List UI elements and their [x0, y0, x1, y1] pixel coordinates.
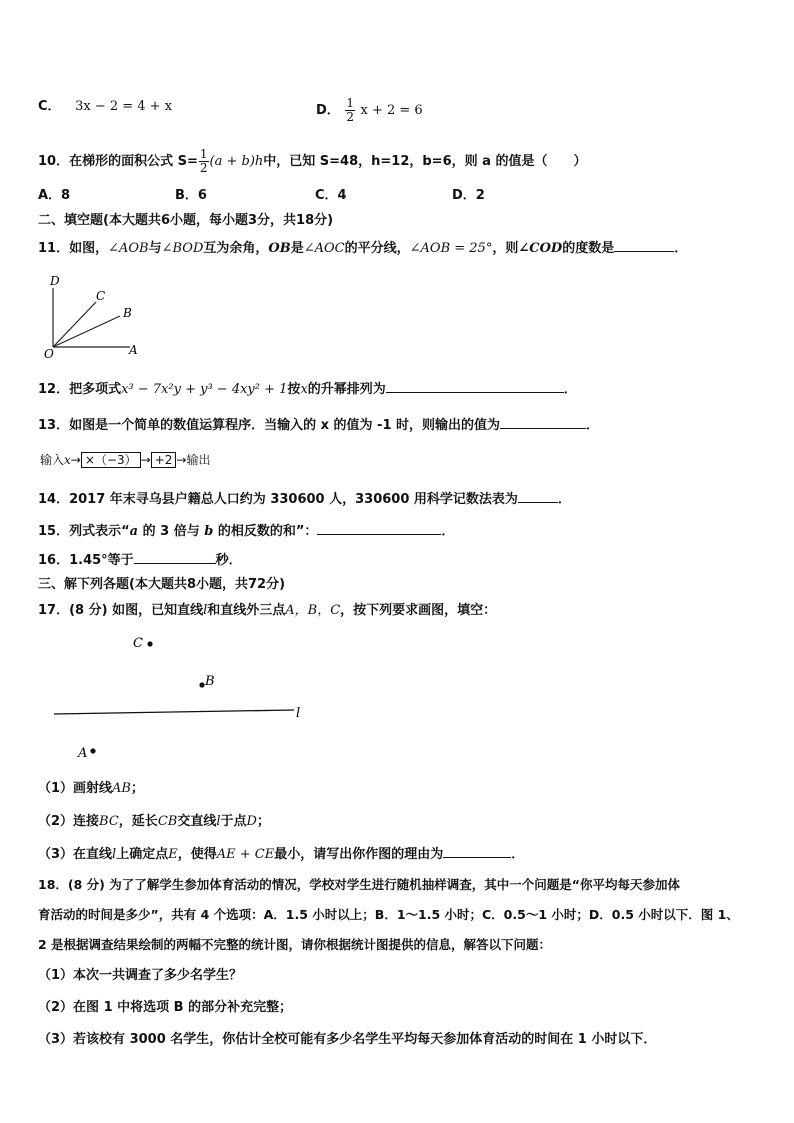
- flow-box-multiply: ×（−3）: [81, 452, 141, 468]
- point-b: [199, 682, 204, 687]
- label-c: C: [133, 636, 143, 651]
- q16-answer-blank[interactable]: [134, 549, 216, 564]
- arrow-icon: →: [140, 453, 151, 467]
- q9-option-d: D． $\frac{1}{2}$ x + 2 = 6: [316, 96, 423, 124]
- section-heading-fill-in: 二、填空题(本大题共6小题，每小题3分，共18分): [38, 213, 334, 228]
- q9-option-d-equation: x + 2 = 6: [360, 103, 423, 118]
- q11-angle-figure: [40, 272, 150, 360]
- q18-part-3: （3）若该校有 3000 名学生，你估计全校可能有多少名学生平均每天参加体育活动的时间在 1 小时以下．: [38, 1032, 657, 1047]
- q12-stem: 12．把多项式x³ − 7x²y + y³ − 4xy² + 1按x的升幂排列为 ．: [38, 378, 577, 400]
- q17-answer-blank[interactable]: [443, 843, 511, 858]
- q18-stem-line-2: 育活动的时间是多少”，共有 4 个选项：A．1.5 小时以上；B．1～1.5 小时；C．0.5～1 小时；D．0.5 小时以下．图 1、: [38, 907, 739, 922]
- arrow-icon: →: [70, 453, 81, 467]
- q10-option-a: A．8: [38, 188, 71, 203]
- q17-part-1: （1）画射线AB；: [38, 781, 145, 796]
- q15-answer-blank[interactable]: [317, 520, 441, 535]
- q10-fraction: $\frac{1}{2}$: [199, 147, 208, 175]
- line-l: [54, 710, 294, 714]
- label-a: A: [78, 746, 88, 761]
- label-b: B: [123, 306, 132, 320]
- q11-stem: 11．如图，∠AOB与∠BOD互为余角，OB是∠AOC的平分线，∠AOB = 25°，则∠COD的度数是 ．: [38, 237, 687, 259]
- arrow-icon: →: [176, 453, 187, 467]
- flow-box-add: +2: [151, 452, 177, 468]
- q9-option-c-equation: 3x − 2 = 4 + x: [75, 99, 173, 114]
- q10-option-c: C．4: [315, 188, 347, 203]
- label-b: B: [205, 674, 215, 689]
- label-o: O: [44, 347, 54, 360]
- label-c: C: [96, 289, 106, 303]
- q16-stem: 16．1.45°等于 秒．: [38, 549, 242, 571]
- q14-stem: 14．2017 年末寻乌县户籍总人口约为 330600 人，330600 用科学记数法表为 ．: [38, 488, 571, 510]
- q10-option-b: B．6: [175, 188, 207, 203]
- q15-stem: 15．列式表示“a 的 3 倍与 b 的相反数的和”： ．: [38, 520, 454, 542]
- q18-stem-line-1: 18．(8 分) 为了了解学生参加体育活动的情况，学校对学生进行随机抽样调查，其中一个问题是“你平均每天参加体: [38, 877, 680, 892]
- q10-formula: (a + b)h: [209, 154, 264, 169]
- q11-answer-blank[interactable]: [614, 237, 674, 252]
- q10-stem: 10．在梯形的面积公式 S= $\frac{1}{2}$ (a + b)h中，已知 S=48，h=12，b=6，则 a 的值是（ ）: [38, 147, 587, 175]
- q14-answer-blank[interactable]: [518, 488, 558, 503]
- q9-option-c: C． 3x − 2 = 4 + x: [38, 99, 173, 114]
- q10-option-d: D．2: [452, 188, 485, 203]
- point-c: [147, 641, 152, 646]
- q18-part-1: （1）本次一共调查了多少名学生？: [38, 968, 243, 983]
- point-a: [90, 748, 95, 753]
- q17-points-figure: [40, 625, 320, 765]
- q13-answer-blank[interactable]: [500, 414, 586, 429]
- q12-answer-blank[interactable]: [386, 378, 564, 393]
- q17-part-3: （3）在直线l上确定点E，使得AE + CE最小，请写出你作图的理由为 ．: [38, 843, 524, 865]
- q18-stem-line-3: 2 是根据调查结果绘制的两幅不完整的统计图，请你根据统计图提供的信息，解答以下问题：: [38, 937, 552, 952]
- q13-flowchart: 输入x→ ×（−3） → +2 →输出: [40, 453, 211, 467]
- label-d: D: [50, 274, 60, 288]
- q17-part-2: （2）连接BC，延长CB交直线l于点D；: [38, 814, 270, 829]
- q17-stem: 17．(8 分) 如图，已知直线l和直线外三点A，B，C，按下列要求画图，填空：: [38, 603, 497, 618]
- q9-option-d-fraction: $\frac{1}{2}$: [346, 96, 354, 124]
- section-heading-solve: 三、解下列各题(本大题共8小题，共72分): [38, 577, 286, 592]
- q12-polynomial: x³ − 7x²y + y³ − 4xy² + 1: [121, 382, 288, 397]
- q18-part-2: （2）在图 1 中将选项 B 的部分补充完整；: [38, 1000, 293, 1015]
- ray-ob: [53, 316, 120, 347]
- label-l: l: [296, 706, 301, 721]
- q13-stem: 13．如图是一个简单的数值运算程序．当输入的 x 的值为 -1 时，则输出的值为 ．: [38, 414, 599, 436]
- ray-oc: [53, 302, 96, 347]
- label-a: A: [129, 343, 138, 357]
